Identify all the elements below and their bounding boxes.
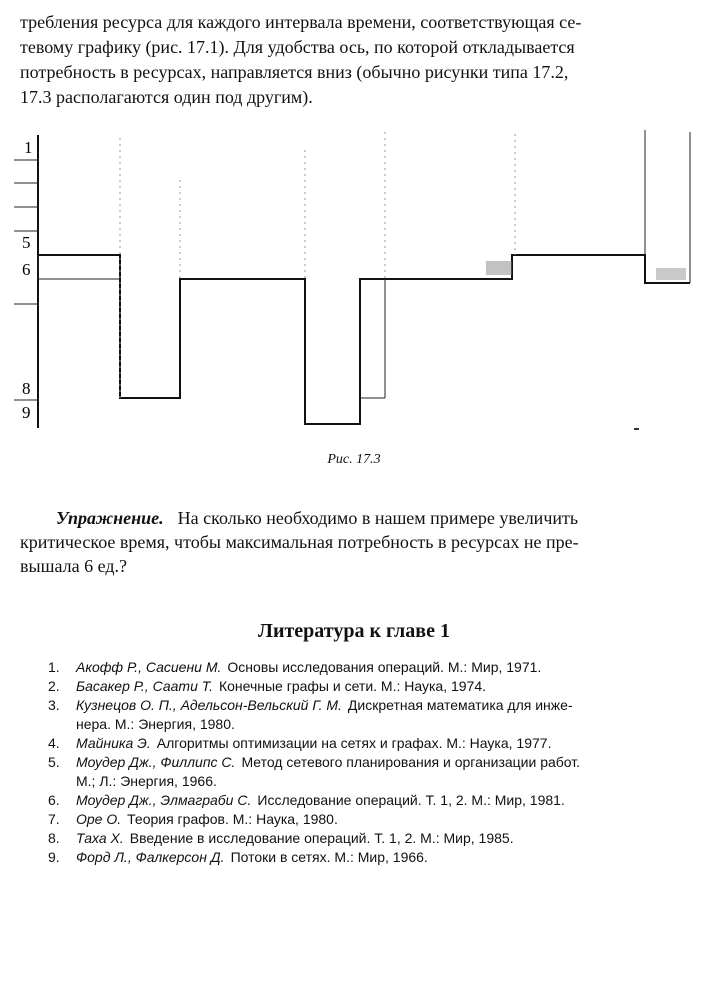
reference-item — [30, 677, 670, 696]
resource-profile-figure — [0, 128, 708, 443]
intro-line: тевому графику (рис. 17.1). Для удобства ось, по которой откладывается — [20, 37, 575, 57]
reference-authors: Таха Х. — [76, 830, 124, 846]
reference-number: 6. — [48, 792, 60, 808]
intro-line: 17.3 располагаются один под другим). — [20, 87, 313, 107]
reference-number: 8. — [48, 830, 60, 846]
reference-text: Исследование операций. Т. 1, 2. М.: Мир, 1981. — [257, 792, 565, 808]
reference-item — [30, 848, 670, 867]
reference-text: Алгоритмы оптимизации на сетях и графах. М.: Наука, 1977. — [156, 735, 552, 751]
reference-number: 9. — [48, 849, 60, 865]
reference-number: 5. — [48, 754, 60, 770]
axis-label: 8 — [22, 379, 31, 398]
reference-authors: Акофф Р., Сасиени М. — [76, 659, 222, 675]
print-speck — [634, 428, 639, 430]
resource-profile-line — [38, 255, 690, 424]
reference-item — [30, 753, 670, 791]
intro-line: требления ресурса для каждого интервала времени, соответствующая се- — [20, 12, 582, 32]
exercise-line: вышала 6 ед.? — [20, 556, 127, 576]
reference-authors: Форд Л., Фалкерсон Д. — [76, 849, 225, 865]
reference-text: Метод сетевого планирования и организации работ. — [241, 754, 581, 770]
reference-number: 3. — [48, 697, 60, 713]
reference-item — [30, 791, 670, 810]
reference-text: Введение в исследование операций. Т. 1, 2. М.: Мир, 1985. — [129, 830, 514, 846]
exercise-line — [20, 506, 668, 530]
axis-label: 9 — [22, 403, 31, 422]
reference-item — [30, 658, 670, 677]
reference-authors: Кузнецов О. П., Адельсон-Вельский Г. М. — [76, 697, 342, 713]
reference-text: Теория графов. М.: Наука, 1980. — [127, 811, 338, 827]
exercise-lead: Упражнение. — [56, 508, 164, 528]
axis-label: 1 — [24, 138, 33, 157]
reference-authors: Майника Э. — [76, 735, 151, 751]
references-list — [30, 658, 670, 867]
reference-item — [30, 696, 670, 734]
reference-number: 7. — [48, 811, 60, 827]
reference-number: 4. — [48, 735, 60, 751]
reference-continuation: М.; Л.: Энергия, 1966. — [76, 773, 217, 789]
reference-text: Дискретная математика для инже- — [347, 697, 573, 713]
reference-item — [30, 734, 670, 753]
reference-item — [30, 829, 670, 848]
reference-text: Основы исследования операций. М.: Мир, 1971. — [227, 659, 542, 675]
inner-lines — [38, 130, 690, 398]
exercise-text: На сколько необходимо в нашем примере увеличить — [177, 508, 579, 528]
axis-label: 6 — [22, 260, 31, 279]
intro-paragraph — [20, 10, 672, 110]
reference-text: Потоки в сетях. М.: Мир, 1966. — [230, 849, 428, 865]
exercise-line: критическое время, чтобы максимальная потребность в ресурсах не пре- — [20, 532, 579, 552]
references-title: Литература к главе 1 — [258, 620, 450, 642]
reference-text: Конечные графы и сети. М.: Наука, 1974. — [218, 678, 487, 694]
reference-authors: Оре О. — [76, 811, 122, 827]
exercise — [20, 506, 668, 578]
reference-number: 1. — [48, 659, 60, 675]
reference-item — [30, 810, 670, 829]
reference-authors: Басакер Р., Саати Т. — [76, 678, 213, 694]
reference-continuation: нера. М.: Энергия, 1980. — [76, 716, 235, 732]
intro-line: потребность в ресурсах, направляется вниз (обычно рисунки типа 17.2, — [20, 62, 569, 82]
axis-label: 5 — [22, 233, 31, 252]
axis-ticks — [14, 160, 38, 400]
reference-authors: Моудер Дж., Филлипс С. — [76, 754, 236, 770]
reference-authors: Моудер Дж., Элмаграби С. — [76, 792, 252, 808]
print-speck — [486, 261, 512, 275]
figure-caption: Рис. 17.3 — [327, 452, 381, 467]
print-speck — [656, 268, 686, 280]
reference-number: 2. — [48, 678, 60, 694]
